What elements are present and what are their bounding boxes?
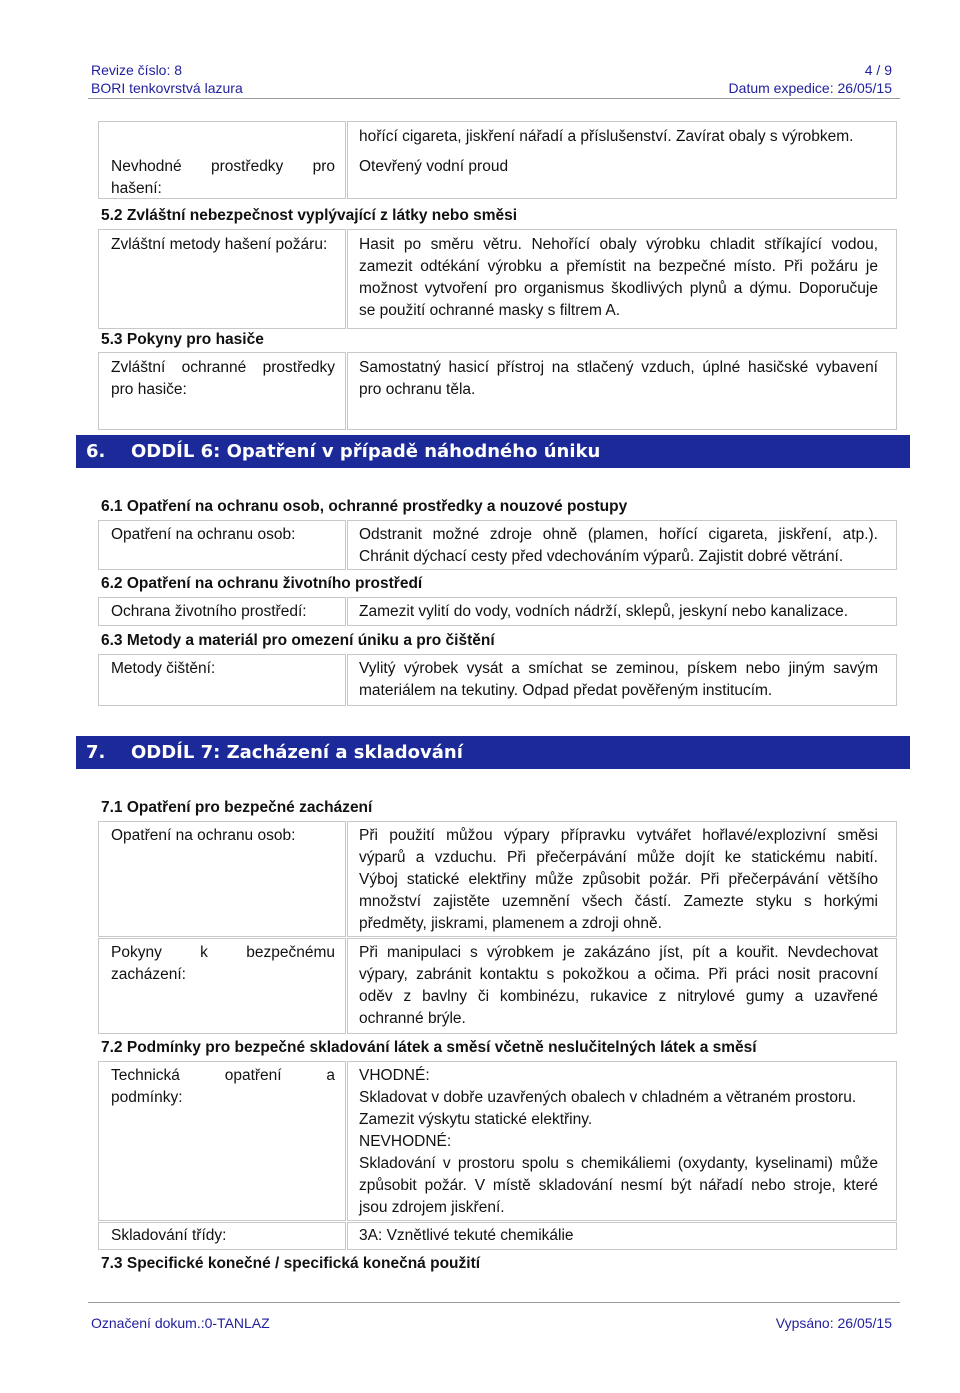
cleanup-line-2: materiálem na tekutiny. Odpad předat pověřeným institucím. [359,682,773,699]
storage-conditions-label: Technická opatření a [111,1067,335,1084]
subsection-5-3-title: 5.3 Pokyny pro hasiče [101,331,264,348]
storage-line-3: Zamezit výskytu statické elektřiny. [359,1111,593,1128]
firefighter-line-2: pro ochranu těla. [359,381,476,398]
section-7-number: 7. [86,742,106,763]
continuation-text: hořící cigareta, jiskření nářadí a příslušenství. Zavírat obaly s výrobkem. [359,128,854,145]
product-name: BORI tenkovrstvá lazura [91,80,243,96]
safe-handling-line-1: Při manipulaci s výrobkem je zakázáno jíst, pít a kouřit. Nevdechovat [359,944,878,961]
environment-label: Ochrana životního prostředí: [111,603,307,620]
document-id: Označení dokum.:0-TANLAZ [91,1315,270,1331]
cleanup-line-1: Vylitý výrobek vysát a smíchat se zeminou, pískem nebo jiným savým [359,660,878,677]
page-number: 4 / 9 [864,62,892,78]
subsection-6-1-title: 6.1 Opatření na ochranu osob, ochranné prostředky a nouzové postupy [101,498,628,515]
section-6-number: 6. [86,441,106,462]
section-6-header [76,435,910,468]
storage-line-2: Skladovat v dobře uzavřených obalech v chladném a větraném prostoru. [359,1089,857,1106]
printed-date: Vypsáno: 26/05/15 [775,1315,892,1331]
handling-line-5: předměty, jiskrami, plamenem a zdroji ohně. [359,915,662,932]
subsection-6-3-title: 6.3 Metody a materiál pro omezení úniku a pro čištění [101,632,495,649]
unsuitable-value: Otevřený vodní proud [359,158,509,175]
subsection-7-1-title: 7.1 Opatření pro bezpečné zacházení [101,799,373,816]
revision-number: Revize číslo: 8 [91,62,183,78]
firefighter-label: Zvláštní ochranné prostředky [111,359,335,376]
subsection-6-2-title: 6.2 Opatření na ochranu životního prostředí [101,575,423,592]
handling-line-3: Výboj statické elektřiny může způsobit požár. Při přečerpávání většího [359,871,878,888]
safe-handling-line-4: ochranné brýle. [359,1010,466,1027]
header-rule [88,98,900,99]
extinguishing-methods-label: Zvláštní metody hašení požáru: [111,236,328,253]
extinguishing-line-1: Hasit po směru větru. Nehořící obaly výrobku chladit stříkající vodou, [359,236,878,253]
firefighter-label-2: pro hasiče: [111,381,187,398]
safe-handling-label: Pokyny k bezpečnému [111,944,335,961]
handling-line-4: množství zajistěte uzemnění všech částí. Zamezte styku s horkými [359,893,878,910]
firefighter-line-1: Samostatný hasicí přístroj na stlačený vzduch, úplné hasičské vybavení [359,359,878,376]
issue-date: Datum expedice: 26/05/15 [728,80,892,96]
storage-class-value: 3A: Vznětlivé tekuté chemikálie [359,1227,574,1244]
handling-precautions-label: Opatření na ochranu osob: [111,827,296,844]
storage-line-6: způsobit požár. V místě skladování nesmí být nářadí nebo stroje, které [359,1177,878,1194]
storage-conditions-label-2: podmínky: [111,1089,183,1106]
storage-line-1: VHODNÉ: [359,1067,430,1084]
unsuitable-label: Nevhodné prostředky pro [111,158,335,175]
extinguishing-line-2: zamezit odtékání výrobku a přemístit na bezpečné místo. Při požáru je [359,258,878,275]
section-6-title: ODDÍL 6: Opatření v případě náhodného úniku [131,441,601,462]
storage-line-4: NEVHODNÉ: [359,1133,452,1150]
personal-precautions-label: Opatření na ochranu osob: [111,526,296,543]
personal-precautions-line-1: Odstranit možné zdroje ohně (plamen, hořící cigareta, jiskření, atp.). [359,526,878,543]
unsuitable-label-2: hašení: [111,180,162,197]
section-7-header [76,736,910,769]
safe-handling-line-3: oděv z bavlny či kombinézu, rukavice z nitrylové gumy a uzavřené [359,988,878,1005]
subsection-5-2-title: 5.2 Zvláštní nebezpečnost vyplývající z látky nebo směsi [101,207,518,224]
personal-precautions-line-2: Chránit dýchací cesty před vdechováním výparů. Zajistit dobré větrání. [359,548,844,565]
footer-rule [88,1302,900,1303]
safe-handling-line-2: výpary, zabránit kontaktu s pokožkou a očima. Při práci nosit pracovní [359,966,878,983]
environment-value: Zamezit vylití do vody, vodních nádrží, sklepů, jeskyní nebo kanalizace. [359,603,849,620]
storage-line-7: jsou zdrojem jiskření. [359,1199,505,1216]
subsection-7-2-title: 7.2 Podmínky pro bezpečné skladování látek a směsí včetně neslučitelných látek a směsí [101,1039,757,1056]
section-7-title: ODDÍL 7: Zacházení a skladování [131,742,463,763]
cleanup-label: Metody čištění: [111,660,216,677]
handling-line-1: Při použití můžou výpary přípravku vytvářet hořlavé/explozivní směsi [359,827,878,844]
safe-handling-label-2: zacházení: [111,966,186,983]
storage-class-label: Skladování třídy: [111,1227,227,1244]
extinguishing-line-4: se použití ochranné masky s filtrem A. [359,302,621,319]
storage-line-5: Skladování v prostoru spolu s chemikáliemi (oxydanty, kyselinami) může [359,1155,878,1172]
subsection-7-3-title: 7.3 Specifické konečné / specifická konečná použití [101,1255,481,1272]
handling-line-2: výparů a vzduchu. Při přečerpávání může dojít ke statickému nabití. [359,849,878,866]
extinguishing-line-3: možnost vytvoření pro organismus škodlivých plynů a dýmu. Doporučuje [359,280,878,297]
